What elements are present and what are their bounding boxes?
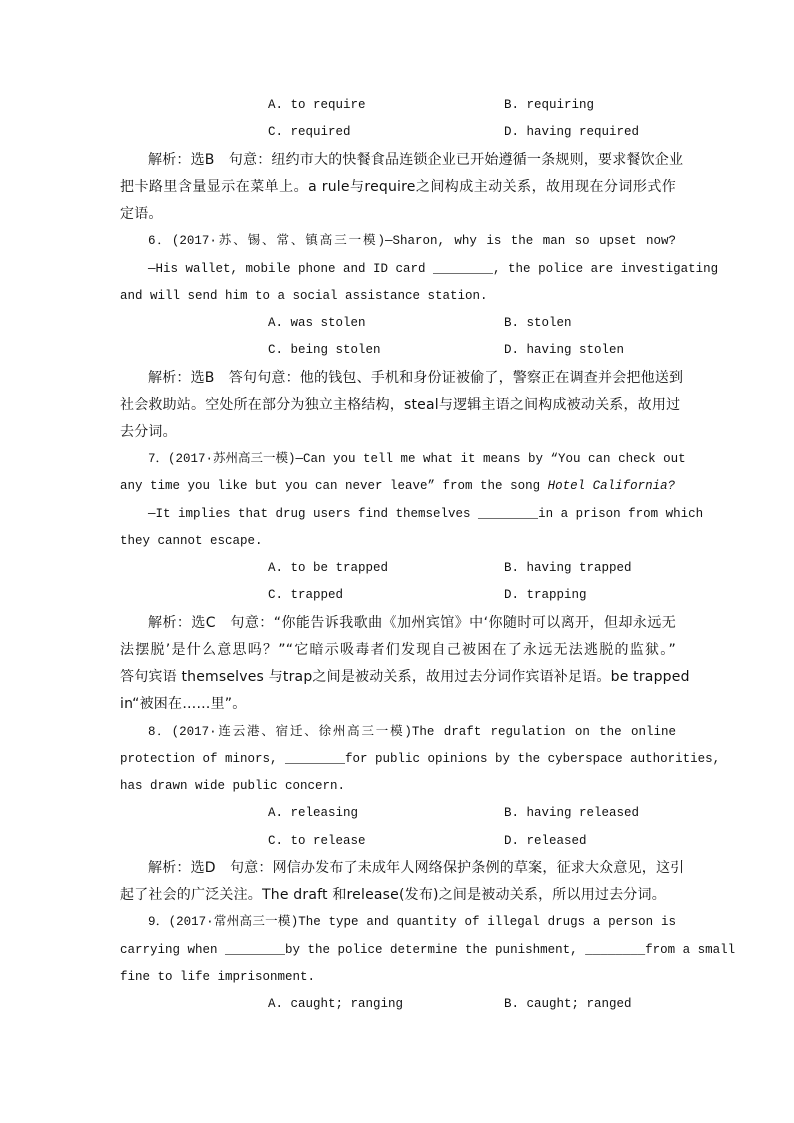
q8-analysis-line-1: 解析：选D 句意：网信办发布了未成年人网络保护条例的草案，征求大众意见，这引 [148, 860, 685, 876]
q7-analysis-line-3: 答句宾语 themselves 与trap之间是被动关系，故用过去分词作宾语补足语。be trapped [120, 669, 690, 685]
q9-stem-line-3: fine to life imprisonment. [120, 970, 316, 984]
q7-option-c: C. trapped [268, 588, 344, 602]
q6-stem-line-1: 6．(2017·苏、锡、常、镇高三一模)—Sharon, why is the man so upset now? [148, 234, 676, 248]
q7-option-a: A. to be trapped [268, 561, 389, 575]
q6-option-a: A. was stolen [268, 316, 366, 330]
q8-analysis-line-2: 起了社会的广泛关注。The draft 和release(发布)之间是被动关系，所以用过去分词。 [120, 887, 666, 903]
q5-analysis-line-3: 定语。 [120, 206, 163, 222]
q6-stem-line-3: and will send him to a social assistance station. [120, 289, 488, 303]
q6-option-c: C. being stolen [268, 343, 381, 357]
q5-option-c: C. required [268, 125, 351, 139]
q7-option-b: B. having trapped [504, 561, 632, 575]
q7-analysis-line-2: 法摆脱’是什么意思吗？”“它暗示吸毒者们发现自己被困在了永远无法逃脱的监狱。” [120, 642, 676, 658]
q9-option-b: B. caught; ranged [504, 997, 632, 1011]
q9-stem-line-1: 9．(2017·常州高三一模)The type and quantity of illegal drugs a person is [148, 915, 676, 929]
q9-option-a: A. caught; ranging [268, 997, 404, 1011]
q5-analysis-line-1: 解析：选B 句意：纽约市大的快餐食品连锁企业已开始遵循一条规则，要求餐饮企业 [148, 152, 684, 168]
q8-stem-line-1: 8．(2017·连云港、宿迁、徐州高三一模)The draft regulation on the online [148, 725, 676, 739]
q8-stem-line-2: protection of minors, ________for public opinions by the cyberspace authorities, [120, 752, 721, 766]
q8-option-a: A. releasing [268, 806, 359, 820]
q7-stem-line-4: they cannot escape. [120, 534, 263, 548]
q5-option-a: A. to require [268, 98, 366, 112]
q6-analysis-line-3: 去分词。 [120, 424, 177, 440]
q6-option-d: D. having stolen [504, 343, 625, 357]
q8-option-b: B. having released [504, 806, 640, 820]
q7-option-d: D. trapping [504, 588, 587, 602]
q6-analysis-line-2: 社会救助站。空处所在部分为独立主格结构，steal与逻辑主语之间构成被动关系，故用过 [120, 397, 681, 413]
q6-option-b: B. stolen [504, 316, 572, 330]
q5-option-b: B. requiring [504, 98, 595, 112]
q7-song-title: Hotel California? [547, 479, 676, 493]
q7-stem-line-1: 7．(2017·苏州高三一模)—Can you tell me what it means by “You can check out [148, 452, 686, 466]
q9-stem-line-2: carrying when ________by the police determine the punishment, ________from a small [120, 943, 736, 957]
q8-option-c: C. to release [268, 834, 366, 848]
q7-stem-line-3: —It implies that drug users find themselves ________in a prison from which [148, 507, 704, 521]
q8-stem-line-3: has drawn wide public concern. [120, 779, 346, 793]
q5-analysis-line-2: 把卡路里含量显示在菜单上。a rule与require之间构成主动关系，故用现在分词形式作 [120, 179, 676, 195]
q7-analysis-line-1: 解析：选C 句意：“你能告诉我歌曲《加州宾馆》中‘你随时可以离开，但却永远无 [148, 615, 676, 631]
q7-stem-line-2 [120, 473, 676, 500]
q7-stem-line-2-text: any time you like but you can never leave” from the song [120, 479, 548, 493]
q5-option-d: D. having required [504, 125, 640, 139]
q8-option-d: D. released [504, 834, 587, 848]
q6-analysis-line-1: 解析：选B 答句句意：他的钱包、手机和身份证被偷了，警察正在调查并会把他送到 [148, 370, 684, 386]
q6-stem-line-2: —His wallet, mobile phone and ID card ________, the police are investigating [148, 262, 719, 276]
q7-analysis-line-4: in“被困在……里”。 [120, 696, 247, 712]
